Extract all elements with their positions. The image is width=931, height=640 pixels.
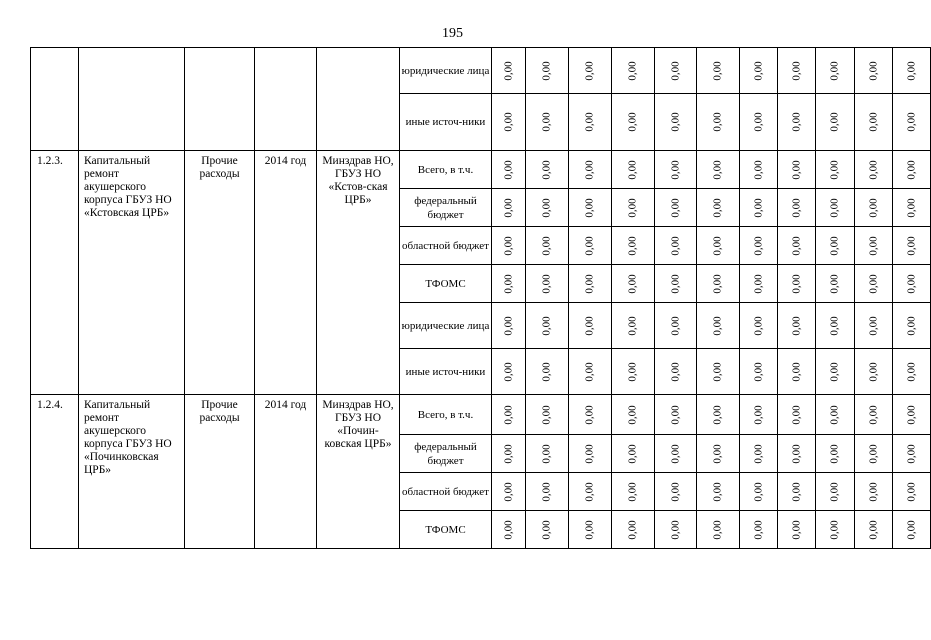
value-text: 0,00 xyxy=(584,197,596,218)
value-text: 0,00 xyxy=(712,519,724,540)
value-text: 0,00 xyxy=(669,315,682,336)
value-text: 0,00 xyxy=(867,112,880,132)
value-text: 0,00 xyxy=(752,159,765,180)
value-text: 0,00 xyxy=(790,361,803,382)
value-text: 0,00 xyxy=(502,443,515,464)
value-text: 0,00 xyxy=(712,159,724,180)
value-cell xyxy=(569,94,612,151)
value-cell xyxy=(855,303,893,349)
value-text: 0,00 xyxy=(712,315,724,336)
value-text: 0,00 xyxy=(712,481,724,502)
value-cell xyxy=(816,473,855,511)
value-cell xyxy=(492,189,526,227)
value-cell xyxy=(778,48,816,94)
value-cell xyxy=(526,189,569,227)
empty-executor-cell xyxy=(317,48,400,151)
value-cell xyxy=(740,395,778,435)
value-text: 0,00 xyxy=(905,443,918,464)
value-cell xyxy=(855,227,893,265)
value-text: 0,00 xyxy=(627,197,639,218)
value-text: 0,00 xyxy=(790,112,803,132)
value-text: 0,00 xyxy=(627,404,639,425)
value-text: 0,00 xyxy=(790,60,803,81)
value-text: 0,00 xyxy=(752,481,765,502)
empty-type-cell xyxy=(185,48,255,151)
value-text: 0,00 xyxy=(790,197,803,218)
value-cell xyxy=(855,48,893,94)
value-cell xyxy=(816,189,855,227)
value-text: 0,00 xyxy=(905,112,918,132)
value-cell xyxy=(492,511,526,549)
value-text: 0,00 xyxy=(627,159,639,180)
value-text: 0,00 xyxy=(627,361,639,382)
value-cell xyxy=(655,48,697,94)
value-cell xyxy=(612,435,655,473)
value-text: 0,00 xyxy=(502,361,515,382)
value-cell xyxy=(612,48,655,94)
value-cell xyxy=(855,189,893,227)
value-text: 0,00 xyxy=(502,60,515,81)
value-cell xyxy=(655,303,697,349)
value-cell xyxy=(569,189,612,227)
value-text: 0,00 xyxy=(669,159,682,180)
value-cell xyxy=(697,94,740,151)
value-cell xyxy=(893,227,931,265)
value-cell xyxy=(697,435,740,473)
value-cell xyxy=(526,473,569,511)
value-cell xyxy=(655,189,697,227)
value-text: 0,00 xyxy=(627,112,639,132)
item-number: 1.2.4. xyxy=(31,395,79,549)
source-cell: Всего, в т.ч. xyxy=(400,151,492,189)
value-cell xyxy=(612,94,655,151)
value-text: 0,00 xyxy=(502,404,515,425)
value-cell xyxy=(893,94,931,151)
value-text: 0,00 xyxy=(867,519,880,540)
value-cell xyxy=(855,473,893,511)
value-cell xyxy=(893,473,931,511)
value-text: 0,00 xyxy=(502,159,515,180)
value-text: 0,00 xyxy=(712,443,724,464)
budget-table xyxy=(30,47,931,549)
value-text: 0,00 xyxy=(829,159,841,180)
value-text: 0,00 xyxy=(712,60,724,81)
value-cell xyxy=(569,511,612,549)
table-row xyxy=(31,151,931,189)
value-cell xyxy=(526,151,569,189)
item-period: 2014 год xyxy=(255,151,317,395)
value-text: 0,00 xyxy=(669,443,682,464)
value-cell xyxy=(569,48,612,94)
value-cell xyxy=(569,435,612,473)
value-cell xyxy=(855,349,893,395)
value-cell xyxy=(855,265,893,303)
value-cell xyxy=(697,303,740,349)
value-text: 0,00 xyxy=(752,404,765,425)
value-cell xyxy=(740,303,778,349)
value-text: 0,00 xyxy=(867,481,880,502)
value-cell xyxy=(855,395,893,435)
value-text: 0,00 xyxy=(867,273,880,294)
value-text: 0,00 xyxy=(541,481,553,502)
value-text: 0,00 xyxy=(829,481,841,502)
value-cell xyxy=(526,48,569,94)
value-text: 0,00 xyxy=(905,519,918,540)
value-cell xyxy=(697,151,740,189)
value-cell xyxy=(655,265,697,303)
value-cell xyxy=(778,227,816,265)
value-text: 0,00 xyxy=(584,481,596,502)
value-text: 0,00 xyxy=(502,112,515,132)
value-cell xyxy=(740,227,778,265)
value-text: 0,00 xyxy=(905,159,918,180)
value-text: 0,00 xyxy=(829,404,841,425)
value-text: 0,00 xyxy=(541,159,553,180)
value-cell xyxy=(740,48,778,94)
value-text: 0,00 xyxy=(712,273,724,294)
value-text: 0,00 xyxy=(752,315,765,336)
value-cell xyxy=(569,473,612,511)
value-text: 0,00 xyxy=(905,197,918,218)
value-text: 0,00 xyxy=(502,315,515,336)
value-cell xyxy=(816,94,855,151)
value-cell xyxy=(740,94,778,151)
value-cell xyxy=(855,435,893,473)
source-cell: юридические лица xyxy=(400,303,492,349)
value-cell xyxy=(816,303,855,349)
value-text: 0,00 xyxy=(829,235,841,256)
value-cell xyxy=(492,151,526,189)
value-cell xyxy=(612,189,655,227)
value-text: 0,00 xyxy=(584,159,596,180)
value-text: 0,00 xyxy=(541,315,553,336)
source-cell: юридические лица xyxy=(400,48,492,94)
value-cell xyxy=(816,435,855,473)
value-cell xyxy=(526,511,569,549)
value-cell xyxy=(778,511,816,549)
value-text: 0,00 xyxy=(905,235,918,256)
value-text: 0,00 xyxy=(905,404,918,425)
value-cell xyxy=(655,94,697,151)
value-text: 0,00 xyxy=(867,60,880,81)
value-cell xyxy=(526,435,569,473)
value-cell xyxy=(697,349,740,395)
value-text: 0,00 xyxy=(627,481,639,502)
value-text: 0,00 xyxy=(584,361,596,382)
value-text: 0,00 xyxy=(752,112,765,132)
value-cell xyxy=(492,227,526,265)
value-text: 0,00 xyxy=(867,197,880,218)
value-cell xyxy=(612,227,655,265)
value-cell xyxy=(612,151,655,189)
value-text: 0,00 xyxy=(584,273,596,294)
value-cell xyxy=(778,395,816,435)
value-cell xyxy=(893,189,931,227)
value-cell xyxy=(697,395,740,435)
value-text: 0,00 xyxy=(502,197,515,218)
value-cell xyxy=(893,395,931,435)
value-text: 0,00 xyxy=(790,315,803,336)
value-cell xyxy=(612,511,655,549)
value-text: 0,00 xyxy=(541,112,553,132)
value-text: 0,00 xyxy=(584,443,596,464)
value-cell xyxy=(816,395,855,435)
value-text: 0,00 xyxy=(712,112,724,132)
value-cell xyxy=(740,435,778,473)
value-text: 0,00 xyxy=(669,112,682,132)
value-cell xyxy=(655,349,697,395)
value-cell xyxy=(492,349,526,395)
value-text: 0,00 xyxy=(752,273,765,294)
value-cell xyxy=(893,265,931,303)
value-text: 0,00 xyxy=(905,361,918,382)
value-text: 0,00 xyxy=(752,443,765,464)
value-text: 0,00 xyxy=(712,361,724,382)
value-text: 0,00 xyxy=(867,404,880,425)
value-text: 0,00 xyxy=(867,159,880,180)
value-cell xyxy=(778,94,816,151)
empty-num-cell xyxy=(31,48,79,151)
value-text: 0,00 xyxy=(829,315,841,336)
value-cell xyxy=(655,473,697,511)
value-text: 0,00 xyxy=(790,235,803,256)
value-cell xyxy=(492,48,526,94)
value-text: 0,00 xyxy=(752,235,765,256)
value-cell xyxy=(740,189,778,227)
value-cell xyxy=(816,265,855,303)
value-text: 0,00 xyxy=(584,404,596,425)
value-cell xyxy=(655,151,697,189)
value-cell xyxy=(816,349,855,395)
value-text: 0,00 xyxy=(584,315,596,336)
value-text: 0,00 xyxy=(541,235,553,256)
value-text: 0,00 xyxy=(502,519,515,540)
value-cell xyxy=(778,349,816,395)
value-cell xyxy=(612,473,655,511)
item-name: Капитальный ремонт акушерского корпуса ГБУЗ НО «Кстовская ЦРБ» xyxy=(79,151,185,395)
value-cell xyxy=(655,435,697,473)
source-cell: областной бюджет xyxy=(400,227,492,265)
value-cell xyxy=(697,511,740,549)
value-cell xyxy=(492,473,526,511)
value-cell xyxy=(893,435,931,473)
value-cell xyxy=(612,395,655,435)
value-text: 0,00 xyxy=(905,481,918,502)
value-text: 0,00 xyxy=(541,197,553,218)
value-cell xyxy=(697,189,740,227)
value-cell xyxy=(740,151,778,189)
item-executor: Минздрав НО, ГБУЗ НО «Кстов-ская ЦРБ» xyxy=(317,151,400,395)
value-text: 0,00 xyxy=(541,361,553,382)
value-cell xyxy=(740,265,778,303)
value-cell xyxy=(816,151,855,189)
value-cell xyxy=(893,303,931,349)
value-cell xyxy=(492,435,526,473)
value-cell xyxy=(740,511,778,549)
value-text: 0,00 xyxy=(712,235,724,256)
item-number: 1.2.3. xyxy=(31,151,79,395)
value-cell xyxy=(569,303,612,349)
value-text: 0,00 xyxy=(584,60,596,81)
item-type: Прочие расходы xyxy=(185,395,255,549)
value-cell xyxy=(569,349,612,395)
item-executor: Минздрав НО, ГБУЗ НО «Почин-ковская ЦРБ» xyxy=(317,395,400,549)
value-cell xyxy=(569,227,612,265)
value-cell xyxy=(778,151,816,189)
value-text: 0,00 xyxy=(752,361,765,382)
value-text: 0,00 xyxy=(669,235,682,256)
value-text: 0,00 xyxy=(627,273,639,294)
value-cell xyxy=(816,227,855,265)
value-cell xyxy=(526,94,569,151)
value-text: 0,00 xyxy=(790,273,803,294)
value-cell xyxy=(526,349,569,395)
value-cell xyxy=(492,265,526,303)
value-text: 0,00 xyxy=(867,235,880,256)
value-cell xyxy=(740,349,778,395)
value-cell xyxy=(492,94,526,151)
value-text: 0,00 xyxy=(584,235,596,256)
value-text: 0,00 xyxy=(790,159,803,180)
value-text: 0,00 xyxy=(669,273,682,294)
empty-period-cell xyxy=(255,48,317,151)
value-text: 0,00 xyxy=(752,197,765,218)
value-text: 0,00 xyxy=(790,519,803,540)
value-text: 0,00 xyxy=(829,60,841,81)
value-cell xyxy=(526,227,569,265)
value-cell xyxy=(612,265,655,303)
value-cell xyxy=(569,265,612,303)
source-cell: федеральный бюджет xyxy=(400,435,492,473)
value-cell xyxy=(526,265,569,303)
source-cell: Всего, в т.ч. xyxy=(400,395,492,435)
value-text: 0,00 xyxy=(790,481,803,502)
value-cell xyxy=(893,48,931,94)
source-cell: федеральный бюджет xyxy=(400,189,492,227)
value-text: 0,00 xyxy=(541,60,553,81)
value-cell xyxy=(492,395,526,435)
value-text: 0,00 xyxy=(752,519,765,540)
value-cell xyxy=(697,265,740,303)
page-number: 195 xyxy=(442,26,463,41)
value-cell xyxy=(855,511,893,549)
value-cell xyxy=(893,151,931,189)
value-cell xyxy=(816,511,855,549)
value-text: 0,00 xyxy=(627,315,639,336)
value-text: 0,00 xyxy=(502,481,515,502)
source-cell: иные источ-ники xyxy=(400,349,492,395)
value-cell xyxy=(778,265,816,303)
value-text: 0,00 xyxy=(541,443,553,464)
value-text: 0,00 xyxy=(905,273,918,294)
value-cell xyxy=(778,189,816,227)
value-cell xyxy=(526,303,569,349)
value-cell xyxy=(655,511,697,549)
value-text: 0,00 xyxy=(669,60,682,81)
value-text: 0,00 xyxy=(669,361,682,382)
item-name: Капитальный ремонт акушерского корпуса ГБУЗ НО «Починковская ЦРБ» xyxy=(79,395,185,549)
value-cell xyxy=(893,349,931,395)
source-cell: областной бюджет xyxy=(400,473,492,511)
value-cell xyxy=(855,151,893,189)
value-text: 0,00 xyxy=(627,60,639,81)
value-text: 0,00 xyxy=(584,112,596,132)
table-row xyxy=(31,48,931,94)
value-text: 0,00 xyxy=(905,60,918,81)
value-text: 0,00 xyxy=(584,519,596,540)
value-cell xyxy=(893,511,931,549)
value-cell xyxy=(697,227,740,265)
value-text: 0,00 xyxy=(541,519,553,540)
value-text: 0,00 xyxy=(829,519,841,540)
value-cell xyxy=(816,48,855,94)
empty-name-cell xyxy=(79,48,185,151)
value-text: 0,00 xyxy=(712,404,724,425)
value-text: 0,00 xyxy=(627,235,639,256)
value-text: 0,00 xyxy=(502,235,515,256)
value-text: 0,00 xyxy=(790,404,803,425)
value-text: 0,00 xyxy=(541,273,553,294)
value-cell xyxy=(697,48,740,94)
value-text: 0,00 xyxy=(502,273,515,294)
value-cell xyxy=(612,349,655,395)
value-text: 0,00 xyxy=(627,443,639,464)
value-text: 0,00 xyxy=(541,404,553,425)
value-cell xyxy=(569,151,612,189)
value-text: 0,00 xyxy=(752,60,765,81)
value-text: 0,00 xyxy=(669,519,682,540)
source-cell: иные источ-ники xyxy=(400,94,492,151)
value-text: 0,00 xyxy=(867,361,880,382)
value-text: 0,00 xyxy=(905,315,918,336)
table-row xyxy=(31,395,931,435)
source-cell: ТФОМС xyxy=(400,265,492,303)
value-cell xyxy=(778,303,816,349)
value-text: 0,00 xyxy=(829,273,841,294)
value-cell xyxy=(655,395,697,435)
value-text: 0,00 xyxy=(867,443,880,464)
source-cell: ТФОМС xyxy=(400,511,492,549)
value-cell xyxy=(569,395,612,435)
item-type: Прочие расходы xyxy=(185,151,255,395)
value-cell xyxy=(778,435,816,473)
value-cell xyxy=(855,94,893,151)
value-text: 0,00 xyxy=(867,315,880,336)
value-cell xyxy=(492,303,526,349)
value-text: 0,00 xyxy=(829,197,841,218)
value-cell xyxy=(740,473,778,511)
value-text: 0,00 xyxy=(669,404,682,425)
value-text: 0,00 xyxy=(627,519,639,540)
item-period: 2014 год xyxy=(255,395,317,549)
value-cell xyxy=(697,473,740,511)
value-cell xyxy=(526,395,569,435)
value-text: 0,00 xyxy=(829,361,841,382)
value-text: 0,00 xyxy=(669,481,682,502)
value-text: 0,00 xyxy=(790,443,803,464)
value-text: 0,00 xyxy=(829,112,841,132)
value-text: 0,00 xyxy=(712,197,724,218)
value-cell xyxy=(612,303,655,349)
value-text: 0,00 xyxy=(829,443,841,464)
value-cell xyxy=(778,473,816,511)
value-cell xyxy=(655,227,697,265)
value-text: 0,00 xyxy=(669,197,682,218)
